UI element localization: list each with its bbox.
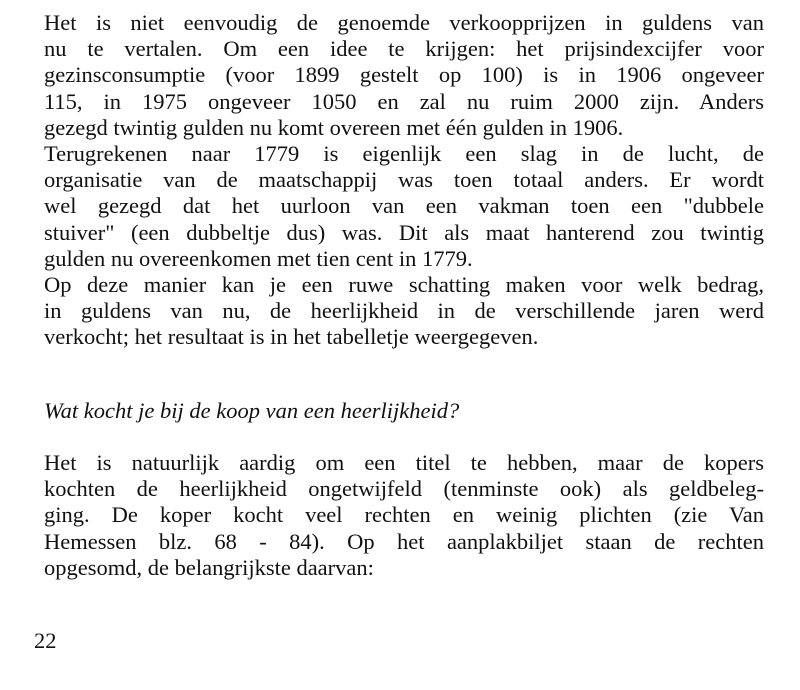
page-body	[44, 10, 764, 580]
text-line: gulden nu overeenkomen met tien cent in 1779.	[44, 245, 473, 271]
text-line: 115, in 1975 ongeveer 1050 en zal nu ruim 2000 zijn. Anders	[44, 88, 764, 114]
text-line: gezegd twintig gulden nu komt overeen met één gulden in 1906.	[44, 114, 624, 140]
text-line: in guldens van nu, de heerlijkheid in de verschillende jaren werd	[44, 298, 764, 324]
text-line: wel gezegd dat het uurloon van een vakman toen een "dubbele	[44, 193, 764, 219]
page-number: 22	[34, 628, 57, 653]
text-line: kochten de heerlijkheid ongetwijfeld (tenminste ook) als geldbeleg-	[44, 476, 764, 502]
paragraph-price-conversion	[44, 10, 764, 351]
text-line: Terugrekenen naar 1779 is eigenlijk een slag in de lucht, de	[44, 141, 764, 167]
section-heading: Wat kocht je bij de koop van een heerlijkheid?	[44, 398, 460, 423]
paragraph-what-was-bought	[44, 450, 764, 581]
text-line: organisatie van de maatschappij was toen totaal anders. Er wordt	[44, 167, 764, 193]
text-line: ging. De koper kocht veel rechten en weinig plichten (zie Van	[44, 502, 764, 528]
text-line: opgesomd, de belangrijkste daarvan:	[44, 554, 374, 580]
text-line: Op deze manier kan je een ruwe schatting maken voor welk bedrag,	[44, 272, 764, 298]
text-line: verkocht; het resultaat is in het tabelletje weergegeven.	[44, 324, 539, 350]
text-line: stuiver" (een dubbeltje dus) was. Dit als maat hanterend zou twintig	[44, 219, 764, 245]
text-line: gezinsconsumptie (voor 1899 gestelt op 100) is in 1906 ongeveer	[44, 62, 764, 88]
text-line: nu te vertalen. Om een idee te krijgen: het prijsindexcijfer voor	[44, 36, 764, 62]
text-line: Het is niet eenvoudig de genoemde verkoopprijzen in guldens van	[44, 10, 764, 35]
text-line: Hemessen blz. 68 - 84). Op het aanplakbiljet staan de rechten	[44, 528, 764, 554]
text-line: Het is natuurlijk aardig om een titel te hebben, maar de kopers	[44, 450, 764, 475]
